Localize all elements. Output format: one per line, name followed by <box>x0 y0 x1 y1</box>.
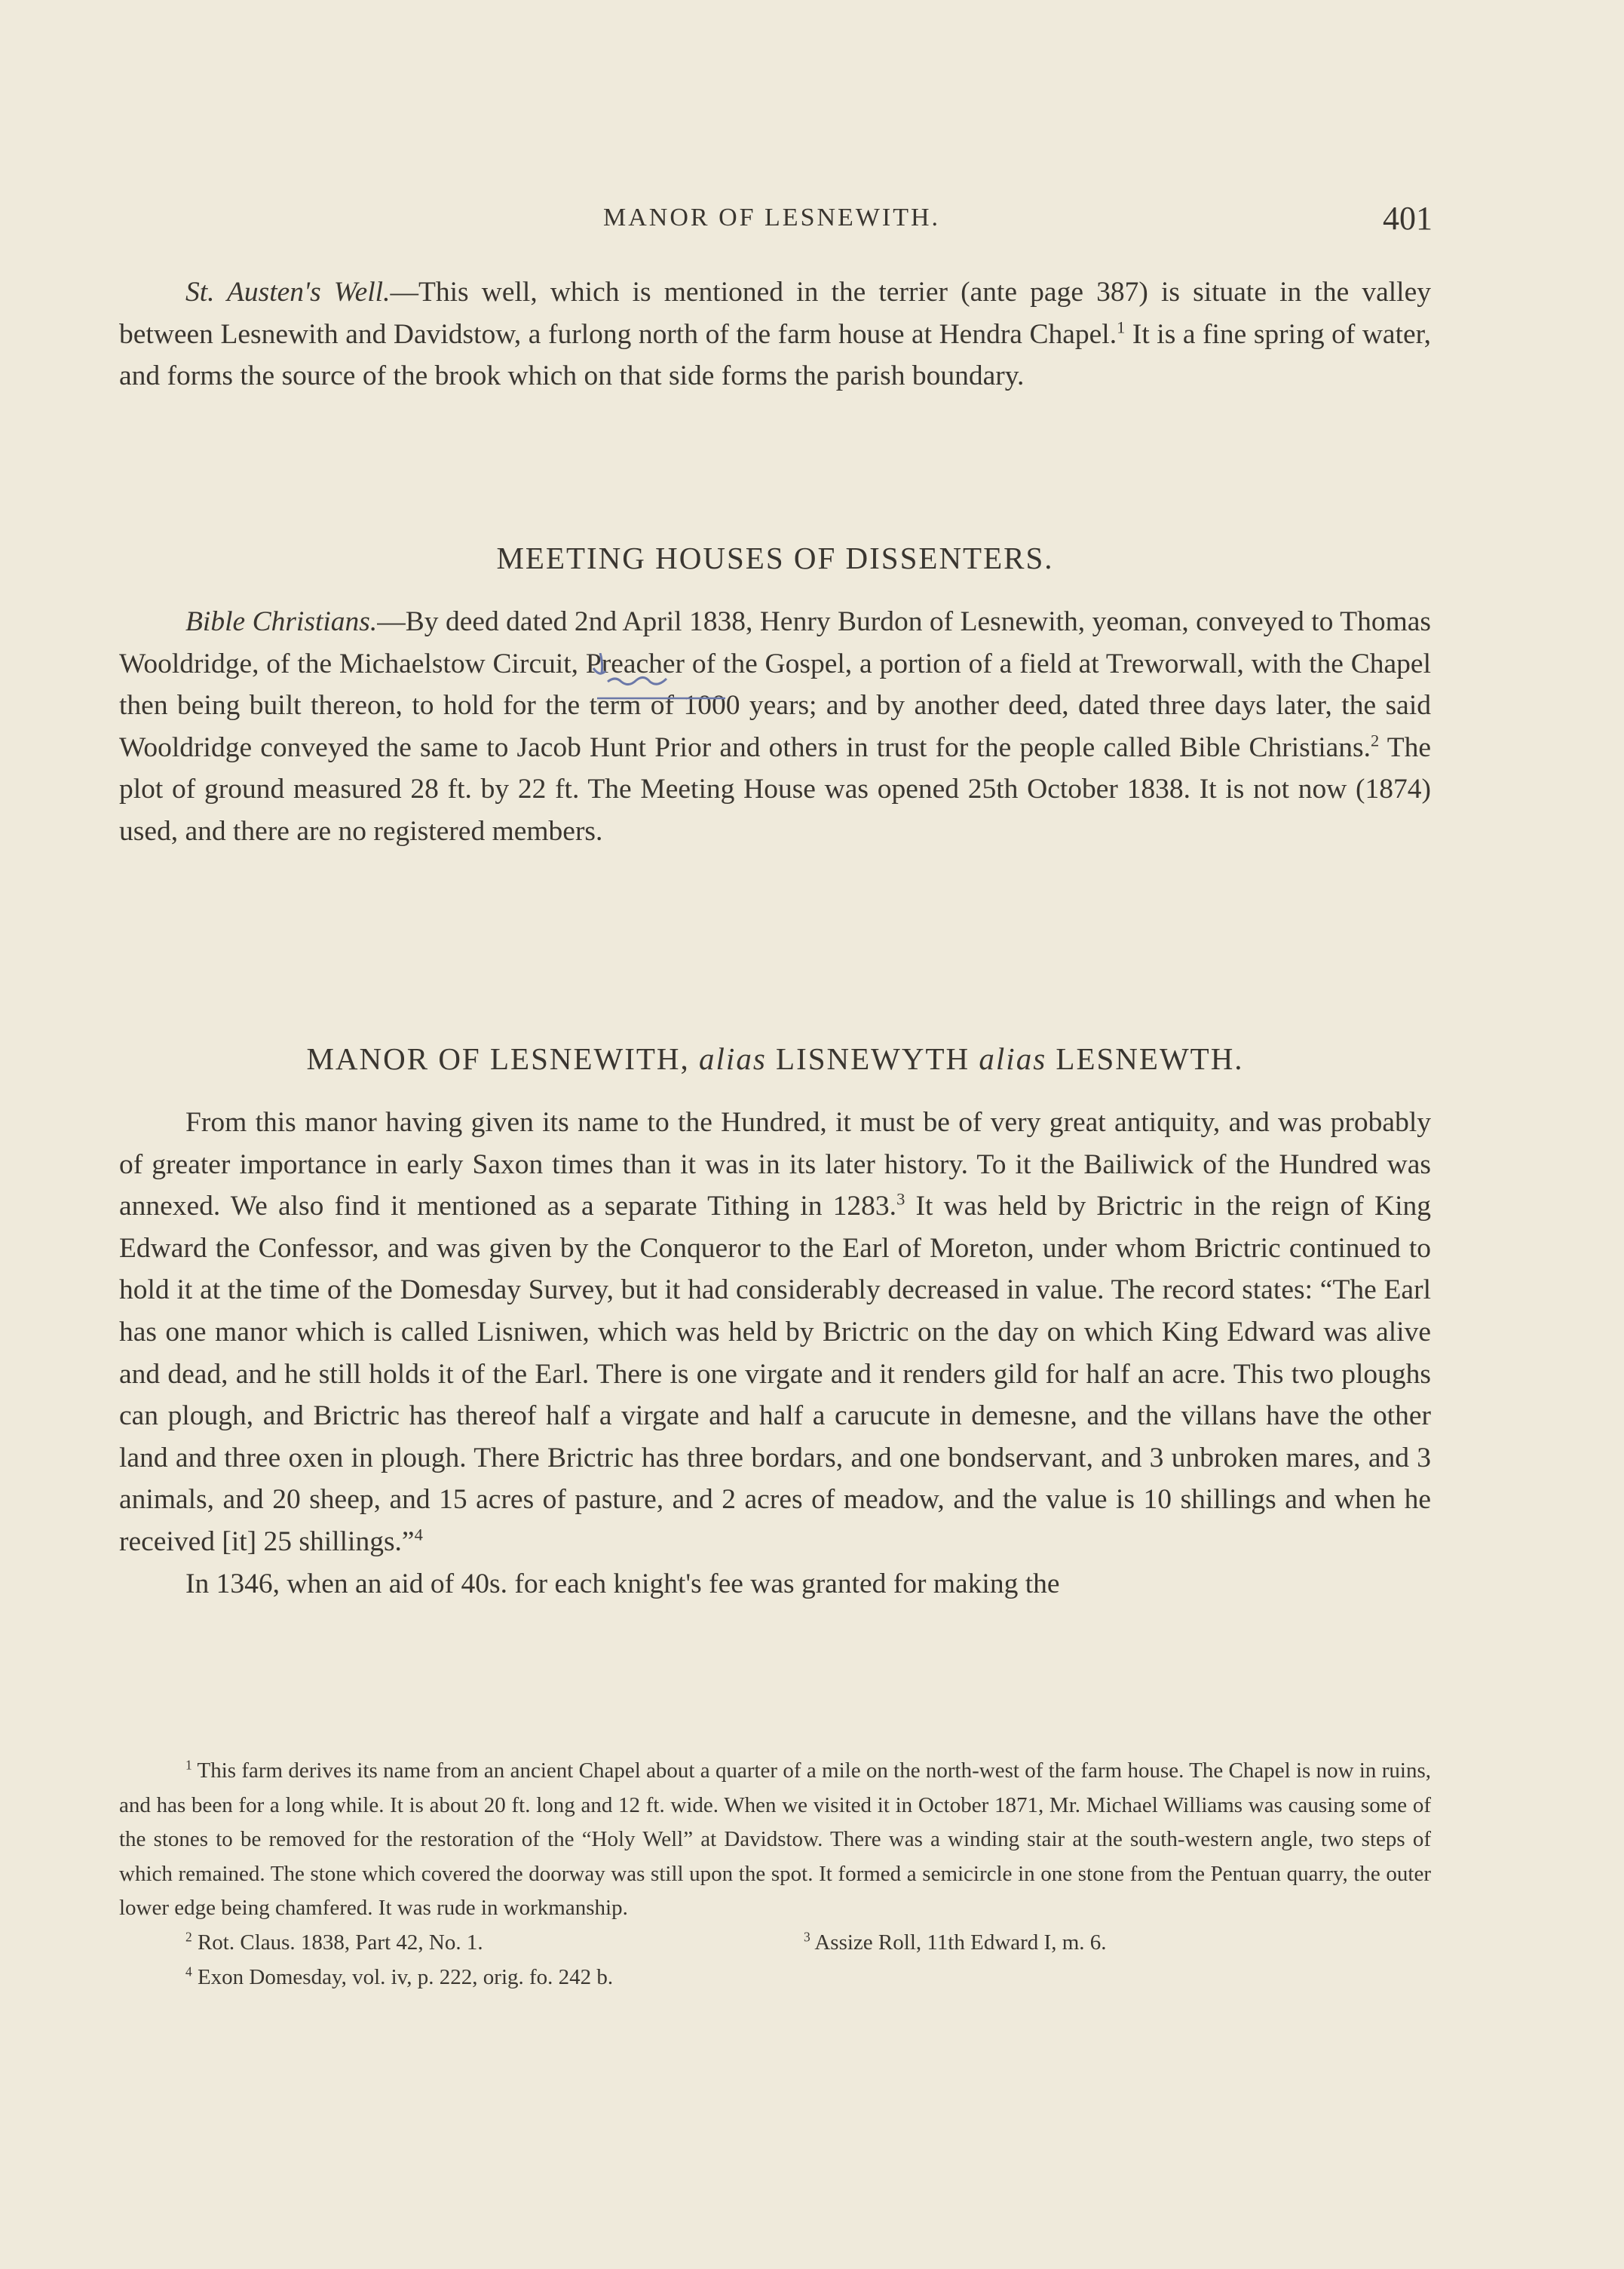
footnote-ref: 3 <box>896 1189 905 1209</box>
section-heading-manor: MANOR OF LESNEWITH, alias LISNEWYTH alias LESNEWTH. <box>306 1041 1244 1076</box>
section-lead-title: Bible Christians. <box>185 606 378 637</box>
footnote-row <box>119 1926 1431 1961</box>
footnote-ref: 2 <box>1370 731 1380 750</box>
footnote-ref: 1 <box>1117 317 1126 337</box>
section-heading-meeting-houses: MEETING HOUSES OF DISSENTERS. <box>496 541 1054 575</box>
paragraph-text: From this manor having given its name to the Hundred, it must be of very great antiquity, and was probably of greater importance in early Saxon times than it was in its later history. To it the Bailiwick of the Hundred was annexed. We also find it mentioned as a separate Tithing in 1283.$^3$ It was held by Brictric in the reign of King Edward the Confessor, and was given by the Conqueror to the Earl of Moreton, under whom Brictric continued to hold it at the time of the Domesday Survey, but it had considerably decreased in value. The record states: “The Earl has one manor which is called Lisniwen, which was held by Brictric on the day on which King Edward was alive and dead, and he still holds it of the Earl. There is one virgate and it renders gild for half an acre. This two ploughs can plough, and Brictric has thereof half a virgate and half a carucute in demesne, and the villans have the other land and three oxen in plough. There Brictric has three bordars, and one bondservant, and 3 unbroken mares, and 3 animals, and 20 sheep, and 15 acres of pasture, and 2 acres of meadow, and the value is 10 shillings and when he received [it] 25 shillings.”$^4$ <box>119 1107 1432 1557</box>
page-number: 401 <box>1383 200 1432 237</box>
bible-christians-paragraph <box>119 601 1431 853</box>
section-lead-title: St. Austen's Well. <box>185 277 391 308</box>
paragraph-text: In 1346, when an aid of 40s. for each knight's fee was granted for making the <box>185 1568 1060 1599</box>
paragraph-text: St. Austen's Well.—This well, which is mentioned in the terrier (ante page 387) is situate in the valley between Lesnewith and Davidstow, a furlong north of the farm house at Hendra Chapel.$^1$ It is a fine spring of water, and forms the source of the brook which on that side forms the parish boundary. <box>119 277 1431 392</box>
page-header <box>121 200 1432 241</box>
paragraph-text: Bible Christians.—By deed dated 2nd April 1838, Henry Burdon of Lesnewith, yeoman, conveyed to Thomas Wooldridge, of the Michaelstow Circuit, Preacher of the Gospel, a portion of a field at Treworwall, with the Chapel then being built thereon, to hold for the term of 1000 years; and by another deed, dated three days later, the said Wooldridge conveyed the same to Jacob Hunt Prior and others in trust for the people called Bible Christians.$^2$ The plot of ground measured 28 ft. by 22 ft. The Meeting House was opened 25th October 1838. It is not now (1874) used, and there are no registered members. <box>119 606 1432 847</box>
footnote-2: $^2$ Rot. Claus. 1838, Part 42, No. 1. <box>185 1929 483 1955</box>
footnote-1: $^1$ This farm derives its name from an ancient Chapel about a quarter of a mile on the north-west of the farm house. The Chapel is now in ruins, and has been for a long while. It is about 20 ft. long and 12 ft. wide. When we visited it in October 1871, Mr. Michael Williams was causing some of the stones to be removed for the restoration of the “Holy Well” at Davidstow. There was a winding stair at the south-western angle, two steps of which remained. The stone which covered the doorway was still upon the spot. It formed a semicircle in one stone from the Pentuan quarry, the outer lower edge being chamfered. It was rude in workmanship. <box>119 1757 1431 1921</box>
running-title: MANOR OF LESNEWITH. <box>603 204 941 231</box>
footnote-ref: 4 <box>414 1525 423 1544</box>
st-austens-well-paragraph <box>119 271 1431 397</box>
manor-text <box>119 1102 1431 1605</box>
footnote-4: $^4$ Exon Domesday, vol. iv, p. 222, orig. fo. 242 b. <box>185 1963 614 1989</box>
footnotes <box>119 1754 1431 1995</box>
footnote-3: $^3$ Assize Roll, 11th Edward I, m. 6. <box>804 1929 1107 1955</box>
handwritten-annotation <box>590 653 755 727</box>
